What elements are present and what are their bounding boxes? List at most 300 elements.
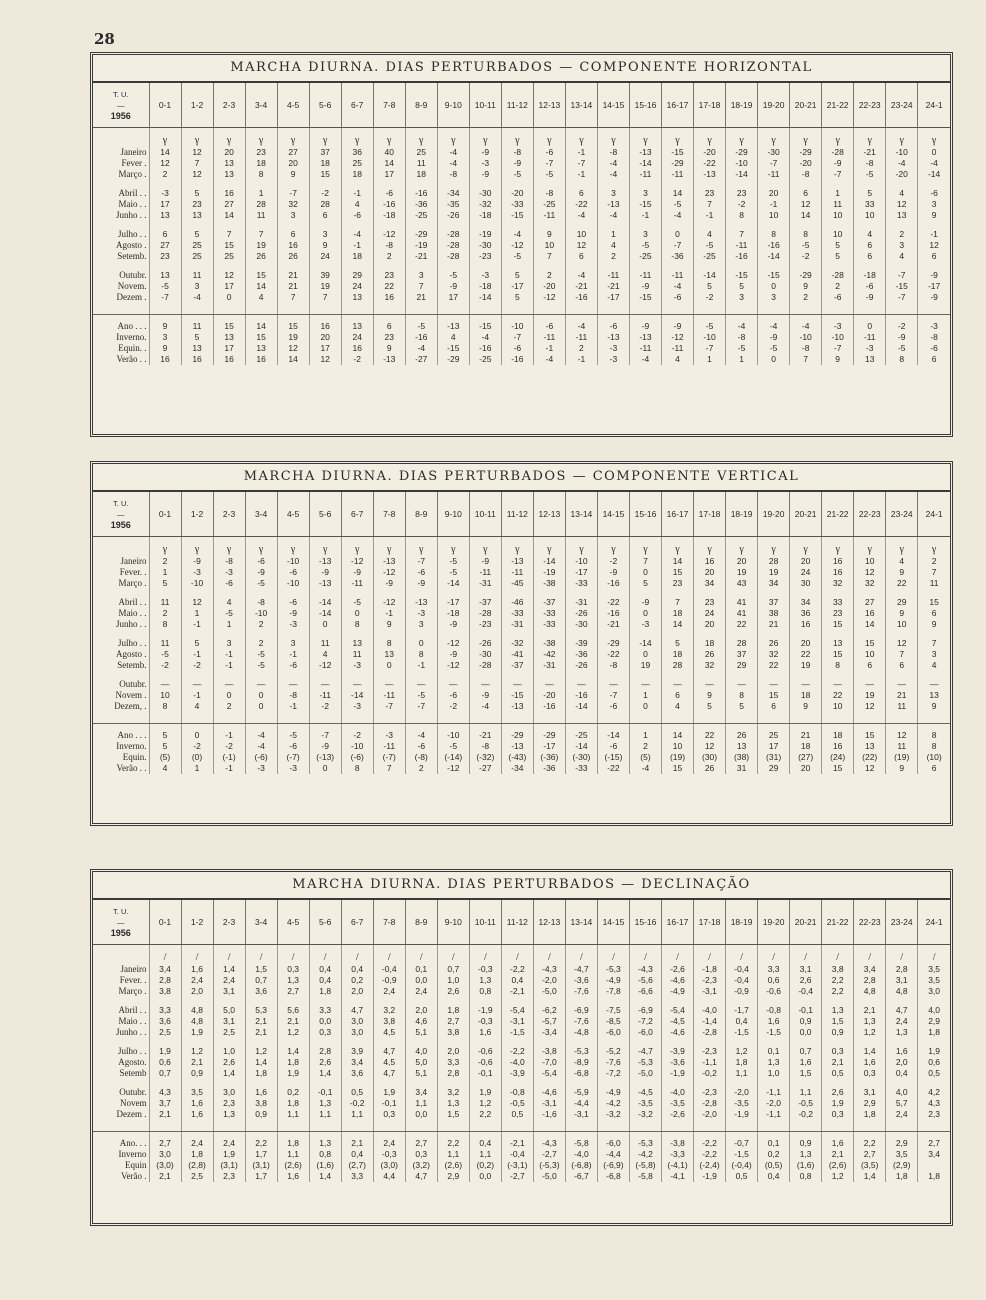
spacer-cell — [565, 303, 597, 315]
value-cell: -17 — [501, 281, 533, 292]
value-cell: 20 — [309, 332, 341, 343]
value-cell: 8 — [822, 660, 854, 671]
value-cell: -6 — [662, 292, 694, 303]
value-cell: 13 — [929, 690, 939, 700]
hour-header: 6-7 — [341, 492, 373, 537]
value-cell: -11 — [565, 332, 597, 343]
value-cell: -19 — [469, 229, 501, 240]
value-cell: -3 — [597, 354, 629, 365]
spacer-cell — [149, 1120, 181, 1132]
value-cell: 14 — [245, 321, 277, 332]
value-cell: 2,4 — [373, 1138, 405, 1149]
value-cell: -3 — [373, 730, 405, 741]
value-cell: 4,2 — [928, 1087, 941, 1097]
unit-symbol: γ — [662, 537, 694, 557]
hour-header: 17-18 — [694, 83, 726, 128]
value-cell: 8 — [931, 741, 937, 751]
spacer-cell — [790, 997, 822, 1005]
value-cell: 34 — [790, 597, 822, 608]
value-cell: (5) — [629, 752, 661, 763]
value-cell: 23 — [245, 147, 277, 158]
value-cell: -0,8 — [758, 1005, 790, 1016]
spacer-cell — [758, 180, 790, 188]
value-cell: 32 — [822, 578, 854, 589]
spacer-cell — [533, 589, 565, 597]
unit-symbol: / — [245, 945, 277, 965]
row-label: Julho . . — [93, 638, 149, 649]
spacer-row — [93, 671, 950, 679]
value-cell: -1 — [565, 354, 597, 365]
value-cell: 3,4 — [341, 1057, 373, 1068]
value-cell: 25 — [213, 251, 245, 262]
spacer-cell — [277, 997, 309, 1005]
value-cell: -4 — [930, 158, 938, 168]
value-cell: 24 — [309, 251, 341, 262]
value-cell: 2 — [533, 270, 565, 281]
table-declination — [90, 869, 953, 1226]
value-cell: 13 — [213, 169, 245, 180]
table-row — [93, 1068, 950, 1079]
spacer-cell — [181, 1079, 213, 1087]
spacer-cell — [533, 303, 565, 315]
spacer-cell — [93, 712, 149, 724]
spacer-cell — [597, 303, 629, 315]
spacer-cell — [149, 221, 181, 229]
value-cell: 13 — [213, 158, 245, 169]
spacer-cell — [373, 303, 405, 315]
table-row — [93, 752, 950, 763]
value-cell: -7 — [758, 158, 790, 169]
value-cell: 9 — [694, 690, 726, 701]
value-cell: -34 — [501, 763, 533, 774]
value-cell: -7 — [565, 158, 597, 169]
value-cell: 4,8 — [854, 986, 886, 997]
value-cell: -13 — [629, 332, 661, 343]
value-cell: (24) — [822, 752, 854, 763]
value-cell: -7 — [501, 332, 533, 343]
spacer-cell — [437, 1038, 469, 1046]
unit-symbol: / — [822, 945, 854, 965]
value-cell: 18 — [341, 251, 373, 262]
value-cell: -3 — [341, 701, 373, 712]
value-cell: 19 — [726, 567, 758, 578]
spacer-cell — [629, 221, 661, 229]
spacer-cell — [918, 262, 950, 270]
value-cell: 16 — [149, 354, 181, 365]
row-label: Junho . . — [93, 1027, 149, 1038]
value-cell: -5 — [501, 251, 533, 262]
spacer-cell — [181, 262, 213, 270]
row-label: Julho . . — [93, 229, 149, 240]
value-cell: -2 — [341, 354, 373, 365]
spacer-cell — [918, 997, 950, 1005]
hour-header: 19-20 — [758, 492, 790, 537]
value-cell: -3 — [597, 343, 629, 354]
hour-header: 7-8 — [373, 83, 405, 128]
table-row — [93, 986, 950, 997]
value-cell: -11 — [373, 741, 405, 752]
value-cell: 12 — [886, 730, 918, 741]
value-cell: -5,9 — [565, 1087, 597, 1098]
value-cell: -3,9 — [662, 1046, 694, 1057]
value-cell: -41 — [501, 649, 533, 660]
value-cell: 4 — [694, 229, 726, 240]
value-cell: -31 — [469, 578, 501, 589]
value-cell: 3,1 — [213, 1016, 245, 1027]
value-cell: 19 — [245, 240, 277, 251]
value-cell: -0,1 — [373, 1098, 405, 1109]
spacer-cell — [181, 1038, 213, 1046]
value-cell: -8 — [597, 147, 629, 158]
value-cell: -6 — [277, 597, 309, 608]
value-cell: -4 — [662, 210, 694, 221]
value-cell: 13 — [854, 741, 886, 752]
value-cell: 3,3 — [149, 1005, 181, 1016]
spacer-cell — [341, 1079, 373, 1087]
value-cell: -23 — [469, 251, 501, 262]
value-cell: -2,6 — [662, 964, 694, 975]
value-cell: 3 — [931, 649, 937, 659]
tu-dash: — — [117, 509, 125, 519]
value-cell: 6 — [565, 251, 597, 262]
value-cell: -10 — [726, 158, 758, 169]
data-table — [93, 900, 950, 1182]
hour-header: 3-4 — [245, 492, 277, 537]
spacer-cell — [405, 1038, 437, 1046]
unit-symbol: γ — [694, 128, 726, 148]
value-cell: 2,8 — [854, 975, 886, 986]
hour-header: 5-6 — [309, 492, 341, 537]
table-row — [93, 679, 950, 690]
unit-symbol: γ — [213, 128, 245, 148]
value-cell: 8 — [405, 649, 437, 660]
unit-symbol: γ — [662, 128, 694, 148]
row-label: Outubr. — [93, 270, 149, 281]
value-cell: 3 — [629, 188, 661, 199]
spacer-cell — [694, 671, 726, 679]
value-cell: 2,8 — [437, 1068, 469, 1079]
spacer-cell — [373, 221, 405, 229]
value-cell: 2 — [149, 556, 181, 567]
value-cell: 2,1 — [245, 1016, 277, 1027]
value-cell: 2,7 — [928, 1138, 941, 1148]
value-cell: -2,1 — [501, 1138, 533, 1149]
value-cell: 8 — [373, 638, 405, 649]
hour-header: 21-22 — [822, 900, 854, 945]
spacer-cell — [726, 712, 758, 724]
value-cell: 18 — [662, 608, 694, 619]
value-cell: -6 — [822, 292, 854, 303]
value-cell: -22 — [597, 649, 629, 660]
value-cell: -28 — [822, 270, 854, 281]
value-cell: 4,7 — [405, 1171, 437, 1182]
value-cell: -21 — [597, 619, 629, 630]
spacer-cell — [629, 671, 661, 679]
unit-symbol: / — [501, 945, 533, 965]
value-cell: -4 — [662, 281, 694, 292]
unit-symbol: γ — [758, 128, 790, 148]
value-cell: -27 — [405, 354, 437, 365]
value-cell: 3 — [726, 292, 758, 303]
value-cell: 1,1 — [341, 1109, 373, 1120]
value-cell: -4 — [469, 701, 501, 712]
value-cell: 4 — [437, 332, 469, 343]
value-cell: -13 — [309, 578, 341, 589]
value-cell: 5 — [501, 270, 533, 281]
value-cell: 3 — [758, 292, 790, 303]
value-cell: -5,0 — [533, 986, 565, 997]
value-cell: 22 — [373, 281, 405, 292]
unit-symbol: / — [373, 945, 405, 965]
spacer-cell — [341, 630, 373, 638]
value-cell: 1,8 — [928, 1171, 941, 1181]
value-cell: 2,7 — [854, 1149, 886, 1160]
value-cell: (-6,9) — [597, 1160, 629, 1171]
spacer-cell — [149, 712, 181, 724]
spacer-cell — [726, 303, 758, 315]
value-cell: 8 — [726, 210, 758, 221]
spacer-cell — [405, 1120, 437, 1132]
value-cell: -0,4 — [373, 964, 405, 975]
value-cell: 23 — [373, 270, 405, 281]
spacer-cell — [758, 712, 790, 724]
value-cell: 1,4 — [309, 1171, 341, 1182]
value-cell: 0,9 — [790, 1016, 822, 1027]
value-cell: -14 — [758, 251, 790, 262]
value-cell: -5 — [437, 567, 469, 578]
value-cell: -5,4 — [662, 1005, 694, 1016]
value-cell: 13 — [341, 638, 373, 649]
value-cell: -4 — [533, 354, 565, 365]
value-cell: -8,5 — [597, 1016, 629, 1027]
spacer-cell — [854, 1038, 886, 1046]
value-cell: 20 — [694, 567, 726, 578]
spacer-cell — [245, 630, 277, 638]
data-table — [93, 492, 950, 774]
row-label: Setemb. — [93, 660, 149, 671]
value-cell: 12 — [886, 199, 918, 210]
spacer-cell — [437, 589, 469, 597]
value-cell: 1 — [726, 354, 758, 365]
value-cell: 9 — [931, 210, 937, 220]
unit-row — [93, 945, 950, 965]
value-cell: -4,3 — [533, 1138, 565, 1149]
value-cell: 6 — [790, 188, 822, 199]
spacer-cell — [758, 671, 790, 679]
value-cell: -5 — [405, 690, 437, 701]
value-cell: -9 — [437, 619, 469, 630]
spacer-cell — [694, 997, 726, 1005]
value-cell: 10 — [886, 619, 918, 630]
value-cell: 3,8 — [822, 964, 854, 975]
value-cell: 5,0 — [405, 1057, 437, 1068]
value-cell: 12 — [886, 638, 918, 649]
value-cell: 14 — [277, 354, 309, 365]
value-cell: 12 — [854, 567, 886, 578]
value-cell: 2,0 — [341, 986, 373, 997]
value-cell: -4,6 — [662, 1027, 694, 1038]
value-cell: -9 — [854, 292, 886, 303]
value-cell: 5 — [501, 292, 533, 303]
spacer-cell — [822, 1038, 854, 1046]
value-cell: 3,1 — [886, 975, 918, 986]
spacer-row — [93, 630, 950, 638]
value-cell: -1 — [373, 608, 405, 619]
value-cell: -3,1 — [501, 1016, 533, 1027]
value-cell: -4,2 — [597, 1098, 629, 1109]
unit-symbol: γ — [469, 128, 501, 148]
row-label: Inverno — [93, 1149, 149, 1160]
value-cell: 1,9 — [822, 1098, 854, 1109]
value-cell: 1 — [694, 354, 726, 365]
value-cell: 18 — [662, 649, 694, 660]
value-cell: — — [758, 679, 790, 690]
hour-header: 21-22 — [822, 492, 854, 537]
value-cell: 5 — [694, 281, 726, 292]
spacer-cell — [918, 1120, 950, 1132]
spacer-cell — [181, 221, 213, 229]
hour-header: 2-3 — [213, 83, 245, 128]
value-cell: 21 — [790, 730, 822, 741]
value-cell: -11 — [501, 567, 533, 578]
table-row — [93, 1027, 950, 1038]
spacer-cell — [341, 712, 373, 724]
spacer-cell — [790, 1038, 822, 1046]
value-cell: 15 — [277, 321, 309, 332]
value-cell: 12 — [854, 701, 886, 712]
value-cell: -14 — [597, 730, 629, 741]
value-cell: -14 — [533, 556, 565, 567]
value-cell: -7 — [822, 343, 854, 354]
value-cell: -30 — [469, 240, 501, 251]
table-row — [93, 158, 950, 169]
value-cell: -5 — [694, 240, 726, 251]
value-cell: -5,2 — [597, 1046, 629, 1057]
spacer-cell — [854, 671, 886, 679]
value-cell: 33 — [854, 199, 886, 210]
value-cell: 41 — [726, 597, 758, 608]
row-label: Junho . . — [93, 210, 149, 221]
value-cell: 25 — [181, 240, 213, 251]
value-cell: 15 — [245, 332, 277, 343]
value-cell: 13 — [181, 210, 213, 221]
value-cell: 21 — [405, 292, 437, 303]
spacer-cell — [694, 180, 726, 188]
value-cell: 8 — [931, 730, 937, 740]
value-cell: 14 — [662, 730, 694, 741]
hour-header: 24-1 — [918, 900, 950, 945]
value-cell: 1,3 — [437, 1098, 469, 1109]
value-cell: 1,6 — [886, 1046, 918, 1057]
value-cell: 4,4 — [373, 1171, 405, 1182]
spacer-cell — [886, 180, 918, 188]
unit-symbol: γ — [277, 128, 309, 148]
spacer-cell — [822, 221, 854, 229]
spacer-cell — [181, 1120, 213, 1132]
value-cell: -4 — [245, 730, 277, 741]
hour-header: 1-2 — [181, 492, 213, 537]
value-cell: -8 — [245, 597, 277, 608]
value-cell: (-15) — [597, 752, 629, 763]
spacer-cell — [373, 589, 405, 597]
spacer-cell — [501, 589, 533, 597]
hour-header: 9-10 — [437, 900, 469, 945]
value-cell: -9 — [629, 597, 661, 608]
spacer-cell — [245, 221, 277, 229]
value-cell: -18 — [469, 281, 501, 292]
value-cell: -3,2 — [629, 1109, 661, 1120]
spacer-cell — [277, 303, 309, 315]
spacer-cell — [437, 1079, 469, 1087]
spacer-cell — [822, 997, 854, 1005]
row-label: Verão . . — [93, 354, 149, 365]
value-cell: 0,3 — [822, 1109, 854, 1120]
value-cell: -1,6 — [533, 1109, 565, 1120]
value-cell: 25 — [181, 251, 213, 262]
value-cell: -8 — [501, 147, 533, 158]
value-cell: (-32) — [469, 752, 501, 763]
value-cell: -22 — [597, 763, 629, 774]
spacer-cell — [213, 997, 245, 1005]
value-cell: 6 — [886, 660, 918, 671]
value-cell: 11 — [149, 597, 181, 608]
spacer-cell — [469, 630, 501, 638]
value-cell: -20 — [886, 169, 918, 180]
value-cell: -11 — [533, 210, 565, 221]
value-cell: -0,3 — [469, 964, 501, 975]
value-cell: -5 — [405, 321, 437, 332]
spacer-cell — [373, 997, 405, 1005]
value-cell: -15 — [501, 690, 533, 701]
value-cell: 2 — [597, 251, 629, 262]
unit-symbol: / — [309, 945, 341, 965]
value-cell: 23 — [694, 188, 726, 199]
spacer-row — [93, 589, 950, 597]
value-cell: 15 — [213, 321, 245, 332]
value-cell: 1,9 — [373, 1087, 405, 1098]
value-cell: (1,6) — [309, 1160, 341, 1171]
spacer-cell — [373, 630, 405, 638]
value-cell: 9 — [790, 701, 822, 712]
value-cell: -46 — [501, 597, 533, 608]
value-cell: 1,8 — [309, 986, 341, 997]
value-cell: -4 — [565, 210, 597, 221]
hour-header: 10-11 — [469, 83, 501, 128]
value-cell: 5 — [181, 638, 213, 649]
value-cell: 0,7 — [790, 1046, 822, 1057]
row-label: Novem. — [93, 281, 149, 292]
value-cell: 0,4 — [726, 1016, 758, 1027]
unit-symbol: γ — [822, 128, 854, 148]
table-row — [93, 188, 950, 199]
value-cell: -3,6 — [565, 975, 597, 986]
unit-symbol: γ — [790, 128, 822, 148]
hour-header: 8-9 — [405, 492, 437, 537]
value-cell: -33 — [565, 578, 597, 589]
spacer-cell — [405, 221, 437, 229]
spacer-cell — [918, 712, 950, 724]
value-cell: -30 — [469, 649, 501, 660]
value-cell: 15 — [309, 169, 341, 180]
spacer-cell — [213, 1038, 245, 1046]
value-cell: 0 — [405, 638, 437, 649]
value-cell: 0,4 — [341, 964, 373, 975]
hour-header: 13-14 — [565, 492, 597, 537]
value-cell: -2 — [790, 251, 822, 262]
value-cell: 1 — [597, 229, 629, 240]
value-cell: -3,1 — [565, 1109, 597, 1120]
value-cell: -3 — [181, 567, 213, 578]
